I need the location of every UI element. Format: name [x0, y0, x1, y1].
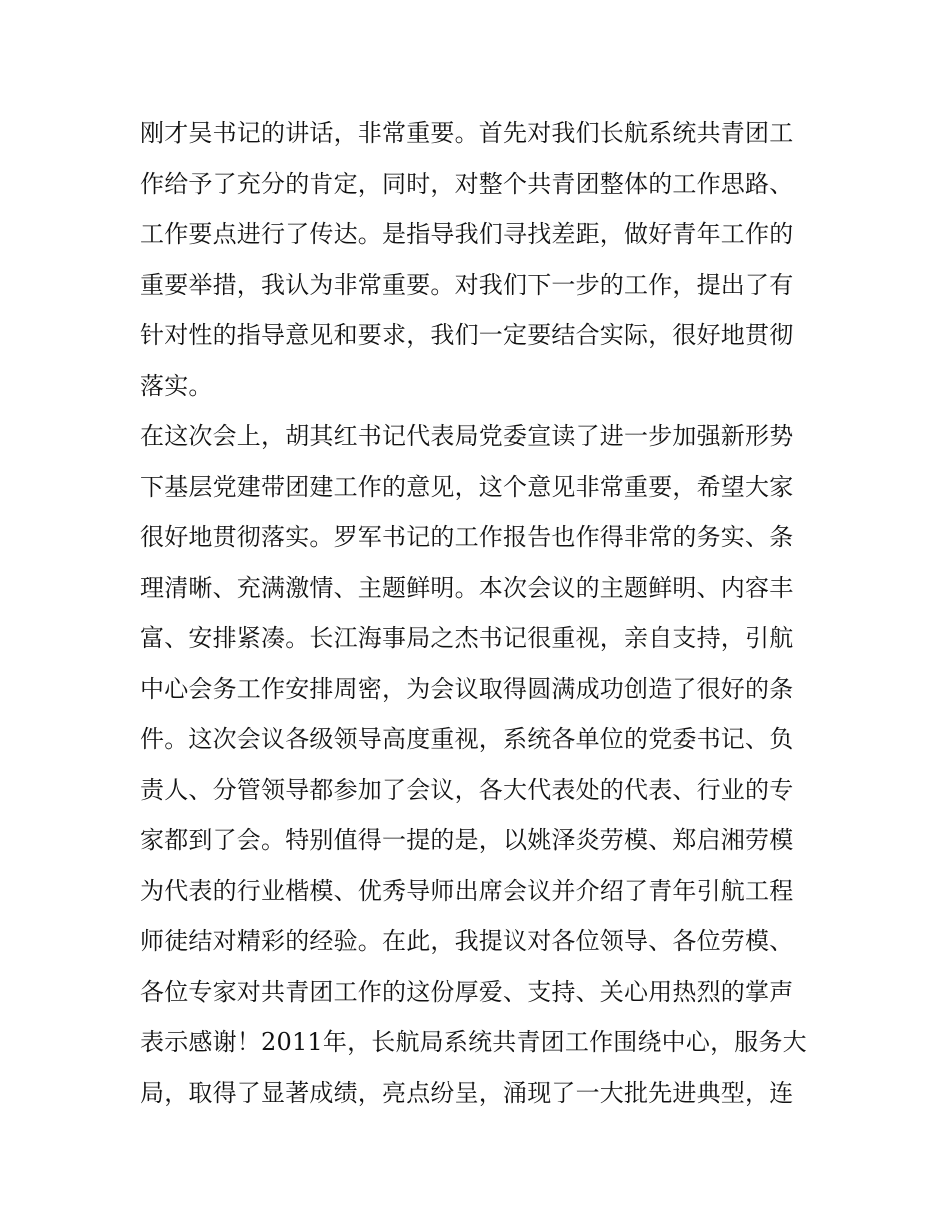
text-line: 在这次会上，胡其红书记代表局党委宣读了进一步加强新形势	[140, 422, 794, 450]
text-line: 很好地贯彻落实。罗军书记的工作报告也作得非常的务实、条	[140, 523, 794, 551]
text-line: 针对性的指导意见和要求，我们一定要结合实际，很好地贯彻	[140, 321, 794, 349]
text-line: 理清晰、充满激情、主题鲜明。本次会议的主题鲜明、内容丰	[140, 573, 794, 602]
text-line: 件。这次会议各级领导高度重视，系统各单位的党委书记、负	[140, 725, 794, 753]
text-line: 师徒结对精彩的经验。在此，我提议对各位领导、各位劳模、	[140, 927, 794, 955]
text-line: 中心会务工作安排周密，为会议取得圆满成功创造了很好的条	[140, 674, 794, 703]
text-line: 表示感谢！2011年，长航局系统共青团工作围绕中心，服务大	[140, 1028, 807, 1056]
text-line: 工作要点进行了传达。是指导我们寻找差距，做好青年工作的	[140, 220, 794, 248]
text-line: 责人、分管领导都参加了会议，各大代表处的代表、行业的专	[140, 775, 794, 804]
text-line: 落实。	[140, 371, 213, 400]
text-line: 作给予了充分的肯定，同时，对整个共青团整体的工作思路、	[140, 169, 794, 198]
text-line: 家都到了会。特别值得一提的是，以姚泽炎劳模、郑启湘劳模	[140, 826, 794, 854]
body-text	[140, 108, 820, 1118]
text-line: 刚才吴书记的讲话，非常重要。首先对我们长航系统共青团工	[140, 119, 794, 147]
text-line: 局，取得了显著成绩，亮点纷呈，涌现了一大批先进典型，连	[140, 1078, 794, 1107]
text-line: 为代表的行业楷模、优秀导师出席会议并介绍了青年引航工程	[140, 876, 794, 905]
text-line: 富、安排紧凑。长江海事局之杰书记很重视，亲自支持，引航	[140, 624, 794, 652]
text-line: 重要举措，我认为非常重要。对我们下一步的工作，提出了有	[140, 270, 794, 299]
text-line: 下基层党建带团建工作的意见，这个意见非常重要，希望大家	[140, 472, 794, 501]
text-line: 各位专家对共青团工作的这份厚爱、支持、关心用热烈的掌声	[140, 977, 794, 1006]
